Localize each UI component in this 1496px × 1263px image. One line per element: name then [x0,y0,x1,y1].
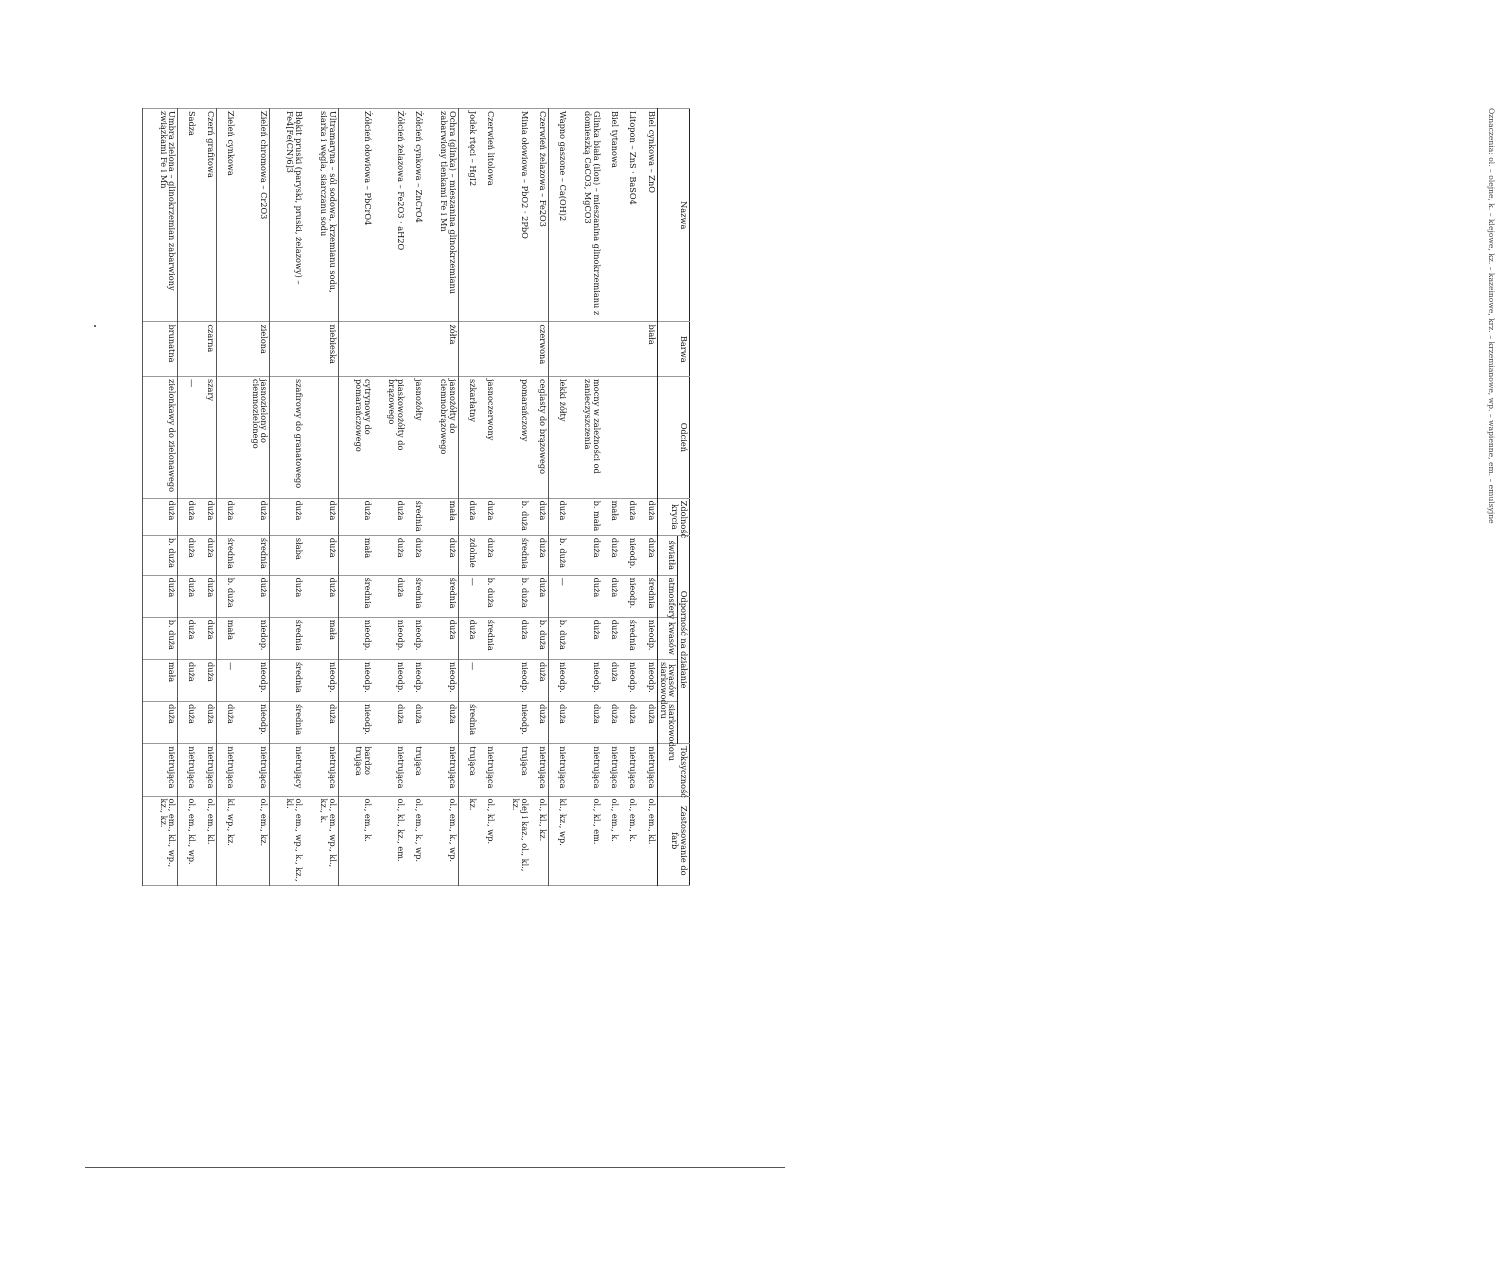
cell-toxicity: nietrujący [270,744,304,796]
cell-atmosphere: b. duża [478,575,496,617]
cell-acids: duża [568,617,601,659]
cell-name: Litopon – ZnS · BaSO4 [620,109,638,322]
cell-use: kl., wp., kz. [216,796,235,885]
table-row [143,109,178,886]
cell-bases: nieodp. [236,659,270,701]
cell-shade: zielonkawy do zielonawego [143,377,178,499]
cell-color: żółta [338,322,458,377]
cell-acids: niedop. [236,617,270,659]
cell-acids: mała [216,617,235,659]
cell-light: duża [638,535,657,575]
cell-hiding: duża [304,498,338,535]
table-row [236,109,270,886]
cell-hs: duża [568,702,601,744]
cell-light: b. duża [549,535,568,575]
cell-atmosphere: b. duża [216,575,235,617]
cell-bases: nieodp. [496,659,529,701]
table-body [143,109,658,886]
cell-name: Ultramaryna – sól sodowa, krzemianu sodu, siarka i węgla, siarczanu sodu [304,109,338,322]
cell-light: duża [478,535,496,575]
cell-light: średnia [496,535,529,575]
cell-use: ol., em., k. [620,796,638,885]
cell-acids: średnia [620,617,638,659]
cell-hiding: mała [602,498,620,535]
cell-shade [304,377,338,499]
cell-bases: duża [178,659,197,701]
cell-acids: średnia [270,617,304,659]
cell-toxicity: nietrująca [236,744,270,796]
cell-use: olej i kaz., ol., kl., kz. [496,796,529,885]
cell-toxicity: bardzo trująca [338,744,372,796]
rotated-table-scan [118,108,1496,906]
cell-atmosphere: średnia [424,575,458,617]
cell-shade: jasnożółty do ciemnobrązowego [424,377,458,499]
cell-atmosphere: duża [568,575,601,617]
cell-use: ol., em., k. [338,796,372,885]
cell-atmosphere: — [459,575,478,617]
table-header [658,109,690,886]
cell-name: Czerwień żelazowa – Fe2O3 [530,109,549,322]
cell-use: ol., em., k. [602,796,620,885]
cell-bases: — [216,659,235,701]
cell-name: Zieleń cynkowa [216,109,235,322]
cell-atmosphere: — [549,575,568,617]
cell-name: Błękit pruski (paryski, pruski, żelazowy) – Fe4[Fe(CN)6]3 [270,109,304,322]
cell-shade: szafirowy do granatowego [270,377,304,499]
table-row [338,109,372,886]
cell-bases: nieodp. [638,659,657,701]
cell-acids: średnia [478,617,496,659]
cell-hiding: duża [338,498,372,535]
header-bases: kwasów siarkowodoru [658,659,678,701]
cell-acids: duża [602,617,620,659]
cell-light: duża [568,535,601,575]
table-row [270,109,304,886]
cell-light: zdolnie [459,535,478,575]
cell-acids: duża [496,617,529,659]
cell-name: Wapno gaszone – Ca(OH)2 [549,109,568,322]
cell-acids: nieodp. [373,617,406,659]
table-row [373,109,406,886]
cell-atmosphere: średnia [338,575,372,617]
cell-name: Umbra zielona – glinokrzemian zabarwiony związkami Fe i Mn [143,109,178,322]
table-row [197,109,216,886]
cell-toxicity: nietrująca [216,744,235,796]
table-row [478,109,496,886]
cell-atmosphere: duża [178,575,197,617]
cell-hs: duża [178,702,197,744]
cell-light: mała [338,535,372,575]
cell-hiding: duża [549,498,568,535]
cell-toxicity: nietrująca [178,744,197,796]
cell-hiding: b. duża [496,498,529,535]
cell-use: ol., kl., em. [568,796,601,885]
header-atmosphere: atmosfery [658,575,678,617]
cell-color: biała [549,322,658,377]
cell-use: ol., kl., wp. [478,796,496,885]
cell-name: Minia ołowiowa – PbO2 · 2PbO [496,109,529,322]
header-acids: kwasów [658,617,678,659]
cell-hiding: b. mała [568,498,601,535]
cell-hiding: średnia [406,498,424,535]
header-hiding-power: Zdolność krycia [658,498,690,535]
cell-bases: nieodp. [406,659,424,701]
cell-atmosphere: duża [602,575,620,617]
scan-speck [94,325,96,327]
table-row [178,109,197,886]
cell-shade: jasnozielony do ciemnozielonego [236,377,270,499]
cell-light: b. duża [143,535,178,575]
cell-hs: duża [424,702,458,744]
cell-hs: duża [549,702,568,744]
table-row [602,109,620,886]
cell-use: ol., em., wp., k., kz., kl. [270,796,304,885]
cell-use: ol., em., kl. [638,796,657,885]
cell-hs [478,702,496,744]
cell-toxicity: nietrująca [478,744,496,796]
cell-bases [478,659,496,701]
cell-toxicity: nietrująca [373,744,406,796]
cell-toxicity: nietrująca [197,744,216,796]
cell-name: Jodek rtęci – HgI2 [459,109,478,322]
cell-bases: nieodp. [338,659,372,701]
cell-bases: średnia [270,659,304,701]
cell-hiding: duża [478,498,496,535]
cell-acids: duża [197,617,216,659]
cell-atmosphere: duża [304,575,338,617]
cell-name: Żółcień żelazowa – Fe2O3 · aH2O [373,109,406,322]
cell-use: ol., em., kl., wp., kz., kz. [143,796,178,885]
header-light: światła [658,535,678,575]
cell-acids: mała [304,617,338,659]
cell-hiding: duża [216,498,235,535]
cell-shade: jasnoczerwony [478,377,496,499]
cell-hs: nieodp. [496,702,529,744]
cell-shade: ceglasty do brązowego [530,377,549,499]
table-row [406,109,424,886]
cell-light: duża [373,535,406,575]
cell-color: brunatna [143,322,178,377]
cell-shade: lekki żółty [549,377,568,499]
footnote: Oznaczenia: ol. – olejne, k. – klejowe, kz. – kazeinowe, krz. – krzemianowe, wp. – wapienne, em. – emulsyjne [1487,108,1496,524]
cell-light: słaba [270,535,304,575]
cell-atmosphere: duża [197,575,216,617]
cell-bases: nieodp. [620,659,638,701]
cell-use: ol., em., k., wp. [406,796,424,885]
cell-toxicity: nietrująca [530,744,549,796]
cell-shade: pomarańczowy [496,377,529,499]
cell-hs: duża [304,702,338,744]
cell-toxicity: nietrująca [620,744,638,796]
table-row [496,109,529,886]
cell-acids: duża [178,617,197,659]
cell-light: nieodp. [620,535,638,575]
cell-name: Zieleń chromowa – Cr2O3 [236,109,270,322]
cell-name: Żółcień ołowiowa – PbCrO4 [338,109,372,322]
cell-acids: b. duża [143,617,178,659]
cell-atmosphere: duża [143,575,178,617]
cell-use: kl., kz., wp. [549,796,568,885]
cell-hiding: duża [459,498,478,535]
cell-bases: — [459,659,478,701]
cell-toxicity: trująca [496,744,529,796]
cell-use: ol., em., kz. [236,796,270,885]
cell-atmosphere: średnia [638,575,657,617]
cell-atmosphere: średnia [406,575,424,617]
cell-use: ol., em., wp., kl., kz., k. [304,796,338,885]
cell-color: zielona [216,322,270,377]
cell-light: średnia [216,535,235,575]
cell-hiding: duża [620,498,638,535]
cell-name: Czerwień litolowa [478,109,496,322]
cell-toxicity: nietrująca [143,744,178,796]
cell-toxicity: nietrująca [638,744,657,796]
cell-hiding: duża [143,498,178,535]
cell-acids: duża [424,617,458,659]
cell-bases: duża [197,659,216,701]
cell-shade: cytrynowy do pomarańczowego [338,377,372,499]
table-row [620,109,638,886]
cell-bases: nieodp. [549,659,568,701]
cell-toxicity: nietrująca [304,744,338,796]
header-resistance-group: Odporność na działanie [678,535,690,744]
cell-hs: duża [197,702,216,744]
cell-use: ol., em., k., wp. [424,796,458,885]
cell-use: ol., em., kl., wp. [178,796,197,885]
cell-name: Czerń grafitowa [197,109,216,322]
cell-hiding: mała [424,498,458,535]
cell-hiding: duża [178,498,197,535]
cell-hs: duża [143,702,178,744]
table-row [459,109,478,886]
table-row [424,109,458,886]
cell-bases: duża [602,659,620,701]
cell-shade: szkarłatny [459,377,478,499]
footer-rule [85,1167,785,1168]
cell-hs: średnia [270,702,304,744]
cell-shade: piaskowożółty do brązowego [373,377,406,499]
cell-light: średnia [236,535,270,575]
cell-hiding: duża [197,498,216,535]
cell-shade [620,377,638,499]
cell-acids: nieodp. [406,617,424,659]
cell-light: duża [424,535,458,575]
cell-name: Sadza [178,109,197,322]
cell-hs: duża [406,702,424,744]
cell-atmosphere: duża [373,575,406,617]
cell-atmosphere: duża [270,575,304,617]
cell-toxicity: nietrująca [549,744,568,796]
cell-light: duża [178,535,197,575]
pigment-table [142,108,690,886]
table-row [549,109,568,886]
cell-shade: mocny w zależności od zanieczyszczenia [568,377,601,499]
cell-atmosphere: nieodp. [620,575,638,617]
cell-hs: duża [638,702,657,744]
cell-shade [216,377,235,499]
cell-hiding: duża [638,498,657,535]
cell-name: Ochra (glinka) – mieszanina glinokrzemianu zabarwiony tlenkami Fe i Mn [424,109,458,322]
header-hs: siarkowodoru [658,702,678,744]
cell-hs: duża [530,702,549,744]
table-row [530,109,549,886]
cell-name: Biel tytanowa [602,109,620,322]
cell-color: czarna [178,322,217,377]
cell-toxicity: nietrująca [568,744,601,796]
cell-bases: nieodp. [304,659,338,701]
cell-light: duża [530,535,549,575]
cell-bases: mała [143,659,178,701]
header-shade: Odcień [658,377,690,499]
header-name: Nazwa [658,109,690,322]
footnote-strip [916,108,1496,906]
header-use: Zastosowanie do farb [658,796,690,885]
cell-light: duża [197,535,216,575]
cell-acids: duża [459,617,478,659]
cell-light: duża [602,535,620,575]
cell-use: ol., kl., kz. [530,796,549,885]
cell-color: niebieska [270,322,338,377]
cell-atmosphere: duża [530,575,549,617]
cell-shade [602,377,620,499]
cell-name: Biel cynkowa – ZnO [638,109,657,322]
cell-shade: — [178,377,197,499]
table-row [568,109,601,886]
cell-bases: nieodp. [568,659,601,701]
cell-use: kz. [459,796,478,885]
cell-atmosphere: b. duża [496,575,529,617]
cell-light: duża [406,535,424,575]
header-toxicity: Toksyczność [658,744,690,796]
cell-hs: duża [620,702,638,744]
cell-atmosphere: duża [236,575,270,617]
cell-acids: nieodp. [338,617,372,659]
cell-toxicity: nietrująca [424,744,458,796]
cell-toxicity: nietrująca [602,744,620,796]
cell-hs: duża [373,702,406,744]
cell-acids: nieodp. [638,617,657,659]
cell-hs: duża [216,702,235,744]
cell-light: duża [304,535,338,575]
cell-name: Glinka biała (ilon) – mieszanina glinokrzemianu z domieszką CaCO3, MgCO3 [568,109,601,322]
header-color: Barwa [658,322,690,377]
cell-bases: nieodp. [424,659,458,701]
cell-toxicity: trująca [459,744,478,796]
cell-toxicity: trująca [406,744,424,796]
cell-use: ol., kl., kz., em. [373,796,406,885]
cell-color: czerwona [459,322,549,377]
cell-hiding: duża [530,498,549,535]
cell-hs: duża [602,702,620,744]
cell-hiding: duża [236,498,270,535]
cell-shade: jasnożółty [406,377,424,499]
cell-acids: b. duża [549,617,568,659]
cell-shade: szary [197,377,216,499]
cell-use: ol., em., kl. [197,796,216,885]
cell-name: Żółcień cynkowa – ZnCrO4 [406,109,424,322]
cell-bases: nieodp. [373,659,406,701]
cell-bases: duża [530,659,549,701]
table-row [638,109,657,886]
cell-hiding: duża [270,498,304,535]
cell-hs: nieodp. [338,702,372,744]
cell-shade [638,377,657,499]
table-row [216,109,235,886]
cell-hs: średnia [459,702,478,744]
cell-acids: b. duża [530,617,549,659]
table-rotation-frame [118,108,690,906]
cell-hs: nieodp. [236,702,270,744]
cell-hiding: duża [373,498,406,535]
table-row [304,109,338,886]
